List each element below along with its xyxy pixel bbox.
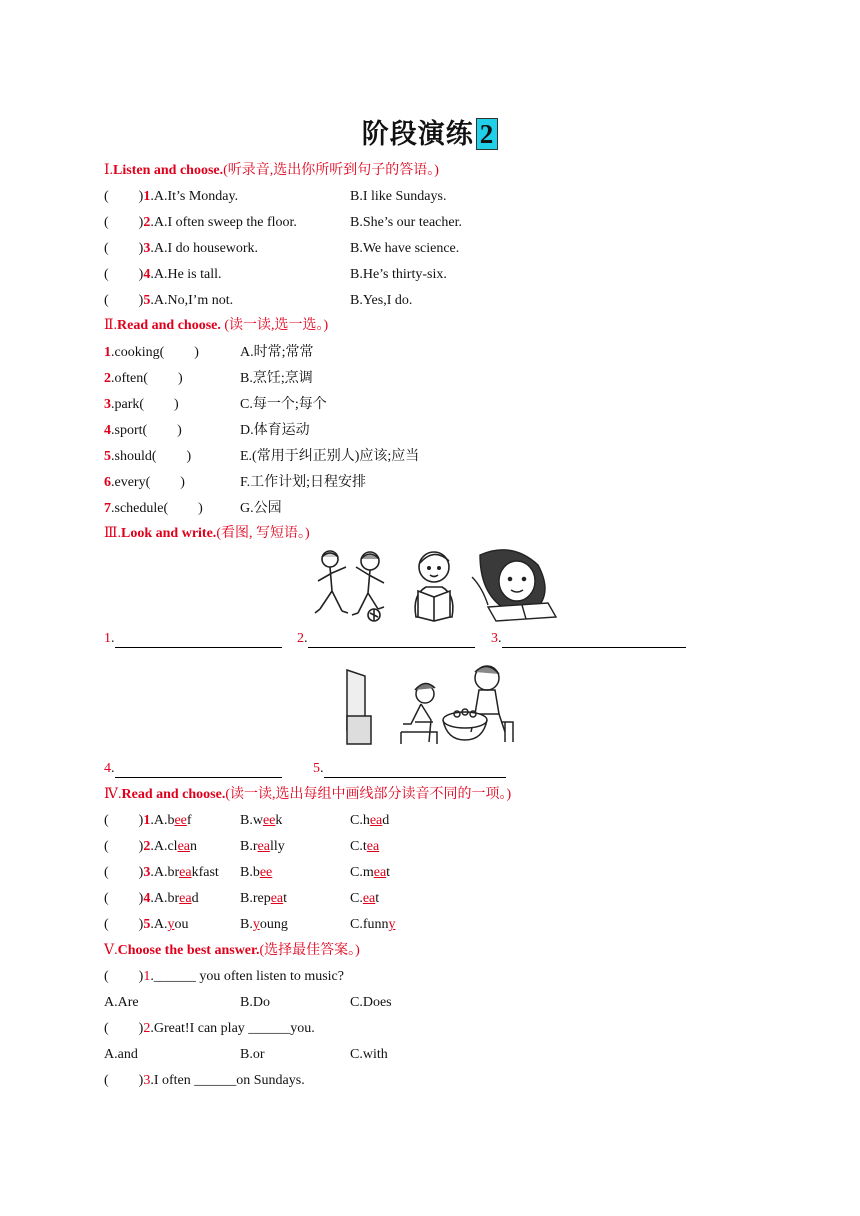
answer-paren-open[interactable]: ( xyxy=(104,267,109,282)
answer-paren-open[interactable]: ( xyxy=(104,813,109,828)
word-text: .cooking( xyxy=(111,345,165,360)
item-number: 3 xyxy=(143,865,151,880)
answer-paren-close: ) xyxy=(138,839,144,854)
section-2-note: (读一读,选一选。) xyxy=(220,318,329,333)
word-part: t xyxy=(283,891,288,906)
answer-paren-open[interactable]: ( xyxy=(104,293,109,308)
option-c xyxy=(350,812,389,830)
option-a: .A.I do housework. xyxy=(150,241,259,256)
word-part: B.rep xyxy=(240,891,271,906)
answer-blank-5[interactable]: 5. xyxy=(313,760,506,778)
meaning-option: F.工作计划;日程安排 xyxy=(240,475,367,490)
section-4-title: Read and choose. xyxy=(121,787,226,802)
item-number: 3 xyxy=(104,397,111,412)
item-number: 2 xyxy=(104,371,111,386)
answer-paren-open[interactable]: ( xyxy=(104,1073,109,1088)
section-2-heading xyxy=(104,317,328,335)
underlined-letters: ea xyxy=(373,865,387,880)
item-number: 2 xyxy=(143,215,151,230)
choice-row xyxy=(104,266,222,284)
blank-line[interactable] xyxy=(308,633,475,648)
blank-line[interactable] xyxy=(502,633,686,648)
underlined-letters: ea xyxy=(366,839,380,854)
boy-reading-image xyxy=(415,552,453,621)
answer-paren-open[interactable]: ( xyxy=(104,839,109,854)
paren-close: ) xyxy=(198,501,203,516)
title-number: 2 xyxy=(476,118,499,150)
word-part: .A.cl xyxy=(150,839,178,854)
section-4-num: Ⅳ. xyxy=(104,787,122,802)
boy-washing-clothes-image xyxy=(443,666,513,742)
choice-row xyxy=(104,188,238,206)
option-c xyxy=(350,890,379,908)
paren-close: ) xyxy=(174,397,179,412)
answer-blank-1[interactable]: 1. xyxy=(104,630,282,648)
blank-line[interactable] xyxy=(115,763,282,778)
section-3-note: (看图, 写短语。) xyxy=(216,526,310,541)
option-b xyxy=(240,890,287,908)
underlined-letters: ee xyxy=(259,865,273,880)
title-text: 阶段演练 xyxy=(361,119,474,150)
paren-close: ) xyxy=(194,345,199,360)
match-row xyxy=(104,344,199,362)
word-part: B.b xyxy=(240,865,260,880)
underlined-letters: ea xyxy=(362,891,376,906)
paren-close: ) xyxy=(186,449,192,464)
word-part: B. xyxy=(240,917,253,932)
boy-watching-tv-image xyxy=(347,670,437,744)
answer-paren-close: ) xyxy=(138,917,144,932)
underlined-letters: y xyxy=(252,917,260,932)
word-part: d xyxy=(382,813,390,828)
answer-paren-close: ) xyxy=(138,189,144,204)
section-3-num: Ⅲ. xyxy=(104,526,122,541)
section-1-note: (听录音,选出你所听到句子的答语。) xyxy=(223,163,439,178)
option-c xyxy=(350,838,379,856)
option-b: B.We have science. xyxy=(350,241,460,256)
blank-number: 2 xyxy=(297,631,304,646)
blank-number: 3 xyxy=(491,631,498,646)
match-row xyxy=(104,448,191,466)
option-b xyxy=(240,838,285,856)
underlined-letters: ee xyxy=(262,813,276,828)
question-2-option-b: B.or xyxy=(240,1047,265,1062)
meaning-option: G.公园 xyxy=(240,501,282,516)
meaning-option: C.每一个;每个 xyxy=(240,397,327,412)
choice-row xyxy=(104,240,258,258)
section-5-num: Ⅴ. xyxy=(104,943,118,958)
option-b xyxy=(240,812,282,830)
question-2 xyxy=(104,1020,315,1038)
phonics-row xyxy=(104,890,199,908)
option-b xyxy=(240,916,288,934)
underlined-letters: ea xyxy=(369,813,383,828)
answer-blank-4[interactable]: 4. xyxy=(104,760,282,778)
answer-paren-close: ) xyxy=(138,267,144,282)
phonics-row xyxy=(104,838,197,856)
question-number: 2 xyxy=(143,1021,151,1036)
word-part: B.w xyxy=(240,813,263,828)
section-1-title: Listen and choose. xyxy=(113,163,224,178)
answer-paren-close: ) xyxy=(138,891,144,906)
question-1-option-c: C.Does xyxy=(350,995,392,1010)
word-part: C.m xyxy=(350,865,374,880)
choice-row xyxy=(104,214,297,232)
match-row xyxy=(104,370,183,388)
paren-close: ) xyxy=(180,475,185,490)
option-a: .A.I often sweep the floor. xyxy=(150,215,297,230)
word-text: .sport( xyxy=(111,423,148,438)
word-part: kfast xyxy=(191,865,219,880)
option-c xyxy=(350,864,390,882)
question-text: .______ you often listen to music? xyxy=(150,969,344,984)
question-text: .Great!I can play ______you. xyxy=(150,1021,315,1036)
item-number: 5 xyxy=(143,917,151,932)
answer-paren-open[interactable]: ( xyxy=(104,241,109,256)
blank-line[interactable] xyxy=(115,633,282,648)
question-3 xyxy=(104,1072,305,1090)
answer-blank-3[interactable]: 3. xyxy=(491,630,686,648)
meaning-option: E.(常用于纠正别人)应该;应当 xyxy=(240,449,420,464)
blank-number: 1 xyxy=(104,631,111,646)
word-text: .should( xyxy=(111,449,157,464)
underlined-letters: y xyxy=(167,917,175,932)
match-row xyxy=(104,500,203,518)
phonics-row xyxy=(104,916,188,934)
answer-paren-open[interactable]: ( xyxy=(104,917,109,932)
answer-paren-close: ) xyxy=(138,293,144,308)
underlined-letters: ea xyxy=(270,891,284,906)
section-1-heading xyxy=(104,162,439,180)
question-1 xyxy=(104,968,344,986)
word-part: .A.br xyxy=(150,891,180,906)
word-text: .schedule( xyxy=(111,501,169,516)
word-part: B.r xyxy=(240,839,258,854)
section-2-title: Read and choose. xyxy=(117,318,221,333)
word-part: C.h xyxy=(350,813,370,828)
option-c xyxy=(350,916,396,934)
item-number: 6 xyxy=(104,475,111,490)
option-b: B.She’s our teacher. xyxy=(350,215,462,230)
section-5-note: (选择最佳答案。) xyxy=(259,943,360,958)
word-part: C.funn xyxy=(350,917,389,932)
word-part: ou xyxy=(174,917,189,932)
item-number: 2 xyxy=(143,839,151,854)
choice-row xyxy=(104,292,233,310)
word-part: .A. xyxy=(150,917,168,932)
girl-reading-image xyxy=(472,550,556,621)
item-number: 4 xyxy=(143,891,151,906)
blank-number: 4 xyxy=(104,761,111,776)
section-4-note: (读一读,选出每组中画线部分读音不同的一项。) xyxy=(225,787,512,802)
option-a: .A.He is tall. xyxy=(150,267,222,282)
answer-paren-open[interactable]: ( xyxy=(104,215,109,230)
match-row xyxy=(104,396,179,414)
item-number: 7 xyxy=(104,501,111,516)
underlined-letters: ea xyxy=(257,839,270,854)
illustration-row-2 xyxy=(345,662,515,746)
answer-paren-close: ) xyxy=(138,813,144,828)
question-number: 1 xyxy=(143,969,151,984)
answer-paren-close: ) xyxy=(138,1021,144,1036)
question-1-option-a: A.Are xyxy=(104,995,139,1010)
word-part: t xyxy=(375,891,380,906)
section-1-num: Ⅰ. xyxy=(104,163,114,178)
blank-number: 5 xyxy=(313,761,320,776)
meaning-option: D.体育运动 xyxy=(240,423,310,438)
item-number: 1 xyxy=(143,813,151,828)
answer-paren-open[interactable]: ( xyxy=(104,969,109,984)
meaning-option: A.时常;常常 xyxy=(240,345,314,360)
underlined-letters: ee xyxy=(174,813,187,828)
blank-line[interactable] xyxy=(324,763,506,778)
section-5-heading xyxy=(104,942,360,960)
answer-paren-open[interactable]: ( xyxy=(104,1021,109,1036)
match-row xyxy=(104,422,182,440)
answer-paren-close: ) xyxy=(138,865,144,880)
option-b: B.He’s thirty-six. xyxy=(350,267,447,282)
section-2-num: Ⅱ. xyxy=(104,318,118,333)
word-part: .A.b xyxy=(150,813,175,828)
question-1-option-b: B.Do xyxy=(240,995,270,1010)
answer-paren-open[interactable]: ( xyxy=(104,891,109,906)
match-row xyxy=(104,474,185,492)
option-a: .A.No,I’m not. xyxy=(150,293,234,308)
section-3-title: Look and write. xyxy=(121,526,217,541)
word-part: lly xyxy=(269,839,285,854)
word-part: C.t xyxy=(350,839,367,854)
item-number: 4 xyxy=(143,267,151,282)
question-2-option-c: C.with xyxy=(350,1047,388,1062)
illustration-row-1 xyxy=(312,547,558,625)
word-text: .often( xyxy=(111,371,148,386)
paren-close: ) xyxy=(177,423,182,438)
underlined-letters: ea xyxy=(179,865,192,880)
question-text: .I often ______on Sundays. xyxy=(150,1073,305,1088)
meaning-option: B.烹饪;烹调 xyxy=(240,371,313,386)
word-part: k xyxy=(275,813,283,828)
answer-paren-close: ) xyxy=(138,1073,144,1088)
word-part: n xyxy=(190,839,197,854)
word-part: C. xyxy=(350,891,363,906)
phonics-row xyxy=(104,864,219,882)
option-b: B.I like Sundays. xyxy=(350,189,447,204)
word-text: .park( xyxy=(111,397,145,412)
kids-playing-football-image xyxy=(315,551,384,621)
item-number: 5 xyxy=(104,449,111,464)
item-number: 1 xyxy=(104,345,111,360)
answer-blank-2[interactable]: 2. xyxy=(297,630,475,648)
question-number: 3 xyxy=(143,1073,151,1088)
option-b: B.Yes,I do. xyxy=(350,293,413,308)
phonics-row xyxy=(104,812,192,830)
underlined-letters: ea xyxy=(179,891,192,906)
item-number: 4 xyxy=(104,423,111,438)
answer-paren-close: ) xyxy=(138,969,144,984)
answer-paren-close: ) xyxy=(138,215,144,230)
word-part: f xyxy=(186,813,192,828)
word-part: t xyxy=(386,865,391,880)
section-4-heading xyxy=(104,786,511,804)
page-title xyxy=(0,112,860,151)
word-part: .A.br xyxy=(150,865,180,880)
answer-paren-close: ) xyxy=(138,241,144,256)
word-part: oung xyxy=(259,917,288,932)
section-5-title: Choose the best answer. xyxy=(117,943,260,958)
word-part: d xyxy=(191,891,199,906)
question-2-option-a: A.and xyxy=(104,1047,138,1062)
item-number: 5 xyxy=(143,293,151,308)
paren-close: ) xyxy=(177,371,183,386)
item-number: 3 xyxy=(143,241,151,256)
underlined-letters: y xyxy=(388,917,396,932)
word-text: .every( xyxy=(111,475,151,490)
answer-paren-open[interactable]: ( xyxy=(104,865,109,880)
item-number: 1 xyxy=(143,189,151,204)
underlined-letters: ea xyxy=(177,839,190,854)
section-3-heading xyxy=(104,525,310,543)
option-a: .A.It’s Monday. xyxy=(150,189,239,204)
option-b xyxy=(240,864,272,882)
answer-paren-open[interactable]: ( xyxy=(104,189,109,204)
